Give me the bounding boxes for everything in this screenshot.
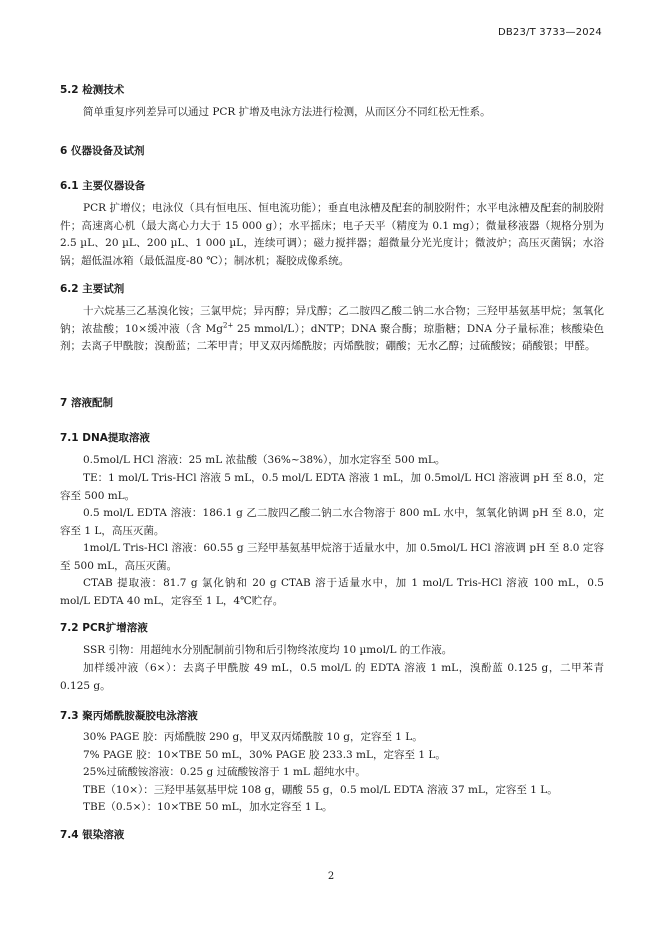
section-6-title: 6 仪器设备及试剂 [60, 145, 145, 157]
document-code: DB23/T 3733—2024 [497, 27, 602, 38]
loading-buffer-paragraph: 加样缓冲液（6×）：去离子甲酰胺 49 mL，0.5 mol/L 的 EDTA 溶液 1 mL，溴酚蓝 0.125 g，二甲苯青 0.125 g。 [60, 662, 604, 692]
reagent-list-part-1: 十六烷基三乙基溴化铵；三氯甲烷；异丙醇；异戊醇；乙二胺四乙酸二钠二水合物；三羟甲基氨基甲烷；氢氧化钠；浓盐酸；10×缓冲液（含 Mg [60, 305, 604, 335]
section-6-1-title: 6.1 主要仪器设备 [60, 180, 146, 192]
section-5-2-paragraph: 简单重复序列差异可以通过 PCR 扩增及电泳方法进行检测，从而区分不同红松无性系。 [83, 106, 491, 118]
ammonium-persulfate-paragraph: 25%过硫酸铵溶液：0.25 g 过硫酸铵溶于 1 mL 超纯水中。 [83, 766, 366, 778]
page-number: 2 [327, 871, 335, 882]
edta-solution-paragraph: 0.5 mol/L EDTA 溶液：186.1 g 乙二胺四乙酸二钠二水合物溶于 800 mL 水中，氢氧化钠调 pH 至 8.0，定容至 1 L，高压灭菌。 [60, 507, 604, 537]
section-6-1-paragraph: PCR 扩增仪；电泳仪（具有恒电压、恒电流功能）；垂直电泳槽及配套的制胶附件；水平电泳槽及配套的制胶附件；高速离心机（最大离心力大于 15 000 g）；水平摇床；电子天平（精度为 0.1 mg）；微量移液器（规格分别为 2.5 µL、20 µL、200 µL、1 000 µL，连续可调）；磁力搅拌器；超微量分光光度计；微波炉；高压灭菌锅；水浴锅；超低温冰箱（最低温度-80 ℃）；制冰机；凝胶成像系统。 [60, 202, 604, 267]
tris-hcl-solution-paragraph: 1mol/L Tris-HCl 溶液：60.55 g 三羟甲基氨基甲烷溶于适量水中，加 0.5mol/L HCl 溶液调 pH 至 8.0 定容至 500 mL，高压灭菌。 [60, 542, 604, 572]
section-7-3-title: 7.3 聚丙烯酰胺凝胶电泳溶液 [60, 710, 198, 722]
magnesium-charge-superscript: 2+ [222, 321, 234, 329]
page-30-paragraph: 30% PAGE 胶：丙烯酰胺 290 g，甲叉双丙烯酰胺 10 g，定容至 1 L。 [83, 731, 423, 743]
ssr-primer-paragraph: SSR 引物：用超纯水分别配制前引物和后引物终浓度均 10 µmol/L 的工作液。 [83, 644, 453, 656]
section-7-4-title: 7.4 银染溶液 [60, 829, 125, 841]
tbe-10x-paragraph: TBE（10×）：三羟甲基氨基甲烷 108 g，硼酸 55 g，0.5 mol/L EDTA 溶液 37 mL，定容至 1 L。 [83, 784, 558, 796]
section-7-1-title: 7.1 DNA提取溶液 [60, 432, 150, 444]
section-7-title: 7 溶液配制 [60, 397, 113, 409]
tbe-05x-paragraph: TBE（0.5×）：10×TBE 50 mL，加水定容至 1 L。 [83, 801, 333, 813]
section-5-2-title: 5.2 检测技术 [60, 84, 125, 96]
page-7-paragraph: 7% PAGE 胶：10×TBE 50 mL，30% PAGE 胶 233.3 mL，定容至 1 L。 [83, 749, 446, 761]
reagent-list-part-2: 25 mmol/L）；dNTP；DNA 聚合酶；琼脂糖；DNA 分子量标准；核酸染色剂；去离子甲酰胺；溴酚蓝；二苯甲青；甲叉双丙烯酰胺；丙烯酰胺；硼酸；无水乙醇；过硫酸铵；硝酸银；甲醛。 [60, 322, 605, 352]
section-6-2-title: 6.2 主要试剂 [60, 283, 125, 295]
section-7-2-title: 7.2 PCR扩增溶液 [60, 622, 148, 634]
ctab-solution-paragraph: CTAB 提取液：81.7 g 氯化钠和 20 g CTAB 溶于适量水中，加 1 mol/L Tris-HCl 溶液 100 mL，0.5 mol/L EDTA 40 mL，定容至 1 L，4℃贮存。 [60, 577, 604, 607]
section-6-2-paragraph [60, 303, 604, 356]
te-solution-paragraph: TE：1 mol/L Tris-HCl 溶液 5 mL，0.5 mol/L EDTA 溶液 1 mL，加 0.5mol/L HCl 溶液调 pH 至 8.0，定容至 500 mL。 [60, 472, 604, 502]
hcl-solution-paragraph: 0.5mol/L HCl 溶液：25 mL 浓盐酸（36%~38%），加水定容至 500 mL。 [83, 454, 446, 466]
